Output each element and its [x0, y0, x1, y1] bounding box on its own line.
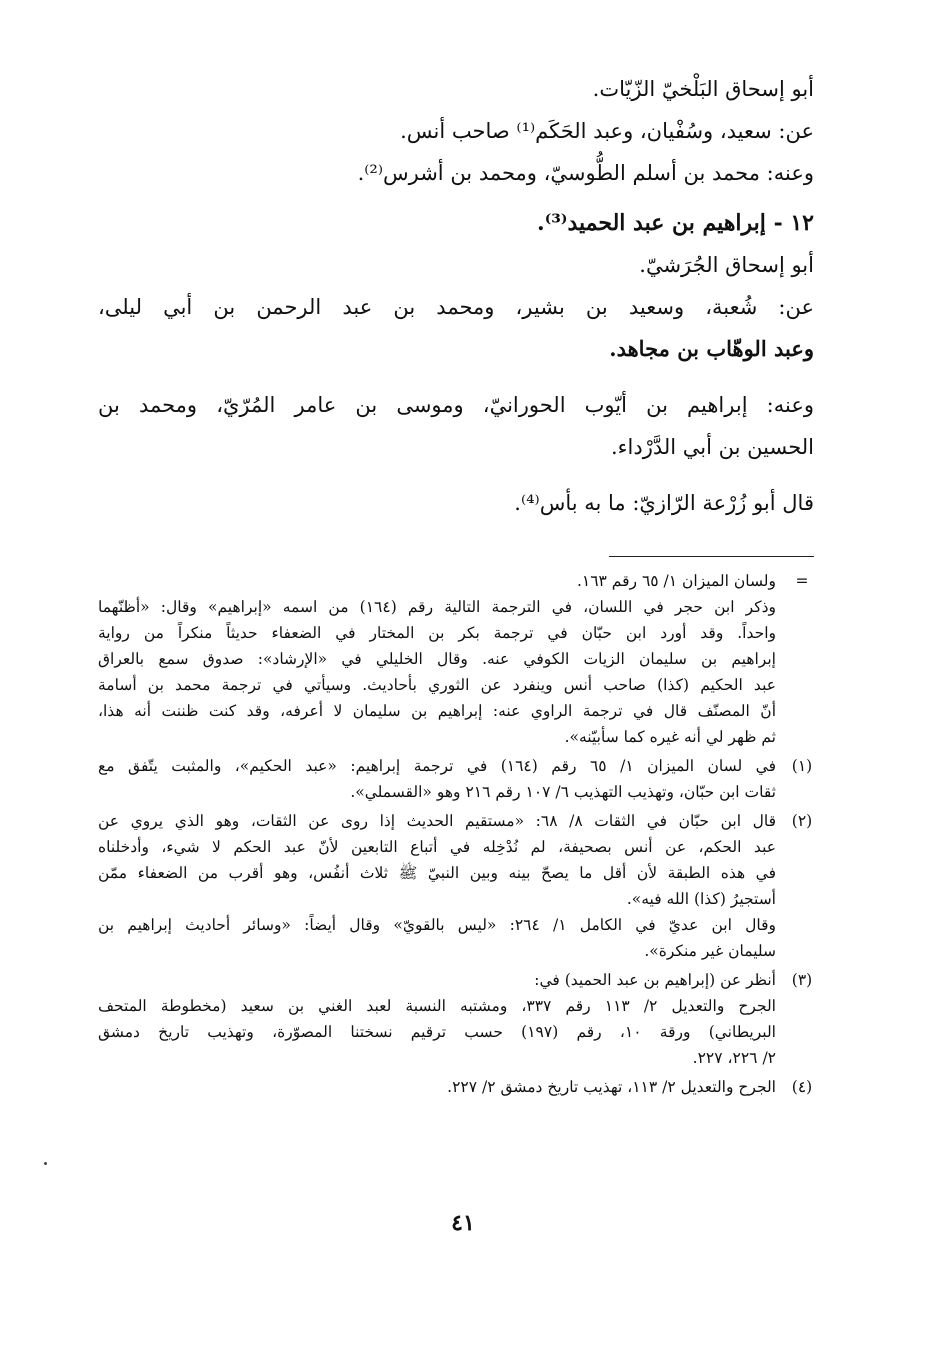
footnote-line: وقال ابن عديّ في الكامل ١/ ٢٦٤: «ليس بالقويّ» وقال أيضاً: «وسائر أحاديث إبراهيم بن — [98, 916, 776, 934]
footnote-line: الجرح والتعديل ٢/ ١١٣، تهذيب تاريخ دمشق ٢/ ٢٢٧. — [447, 1078, 776, 1096]
footnote-line: البريطاني) ورقة ١٠، رقم (١٩٧) حسب ترقيم نسختنا المصوّرة، وتهذيب تاريخ دمشق — [98, 1023, 776, 1041]
footnote-continued — [98, 568, 814, 750]
footnote-marker: (١) — [791, 757, 813, 775]
footnote-line: أنّ المصنّف قال في ترجمة الراوي عنه: إبراهيم بن سليمان لا أعرفه، وقد كنت ظننت أنه هذا، — [98, 702, 776, 720]
footnote-4 — [98, 1074, 814, 1100]
narrators-line: وعنه: محمد بن أسلم الطُّوسيّ، ومحمد بن أشرس⁽²⁾. — [357, 161, 814, 185]
footnote-marker: (٢) — [791, 812, 813, 830]
footnote-marker: = — [795, 572, 809, 590]
footnote-line: سليمان غير منكرة». — [644, 942, 776, 960]
footnote-line: أنظر عن (إبراهيم بن عبد الحميد) في: — [534, 971, 776, 989]
main-text — [98, 68, 814, 524]
footnote-1 — [98, 753, 814, 805]
kunya-line: أبو إسحاق البَلْخيّ الزّيّات. — [592, 77, 814, 101]
narrators-line-2-cont: الحسين بن أبي الدَّرْداء. — [610, 435, 814, 459]
footnote-line: الجرح والتعديل ٢/ ١١٣ رقم ٣٣٧، ومشتبه النسبة لعبد الغني بن سعيد (مخطوطة المتحف — [98, 997, 776, 1015]
footnote-line: واحداً. وقد أورد ابن حبّان في ترجمة بكر بن المختار في الضعفاء حديثاً منكراً من رواية — [98, 624, 776, 642]
kunya-line-2: أبو إسحاق الجُرَشيّ. — [639, 253, 814, 277]
footnote-marker: (٤) — [791, 1078, 813, 1096]
narrators-line-2: وعنه: إبراهيم بن أيّوب الحورانيّ، وموسى بن عامر المُرّيّ، ومحمد بن — [98, 393, 814, 417]
footnote-line: إبراهيم بن سليمان الزيات الكوفي عنه. وقال الخليلي في «الإرشاد»: صدوق سمع بالعراق — [98, 650, 776, 668]
narrated-from-line: عن: سعيد، وسُفْيان، وعبد الحَكَم⁽¹⁾ صاحب أنس. — [400, 119, 814, 143]
footnote-line: عبد الحكيم (كذا) صاحب أنس وينفرد عن الثوري بأحاديث. وسيأتي في ترجمة محمد بن أسامة — [98, 676, 776, 694]
footnote-line: ٢/ ٢٢٦، ٢٢٧. — [692, 1049, 776, 1067]
footnote-line: ولسان الميزان ١/ ٦٥ رقم ١٦٣. — [576, 572, 776, 590]
footnote-line: وذكر ابن حجر في اللسان، في الترجمة التالية رقم (١٦٤) من اسمه «إبراهيم» وقال: «أظنّهما — [98, 598, 776, 616]
page-number: ٤١ — [451, 1210, 475, 1236]
footnote-line: أستجيرُ (كذا) الله فيه». — [626, 890, 776, 908]
narrated-from-line-2: عن: شُعبة، وسعيد بن بشير، ومحمد بن عبد الرحمن بن أبي ليلى، — [98, 295, 814, 319]
footnote-marker: (٣) — [791, 971, 813, 989]
footnote-3 — [98, 967, 814, 1071]
entry-heading: ١٢ - إبراهيم بن عبد الحميد⁽³⁾. — [537, 210, 814, 236]
footnote-line: في هذه الطبقة لأن أقل ما يصحّ بينه وبين النبيّ ﷺ ثلاث أنفُس، وهو أقرب من الضعفاء ممّن — [98, 864, 777, 882]
footnote-line: في لسان الميزان ١/ ٦٥ رقم (١٦٤) في ترجمة إبراهيم: «عبد الحكيم»، والمثبت يتّفق مع — [98, 757, 776, 775]
footnote-line: عبد الحكم، عن أنس بصحيفة، لم نُدْخِله في أتباع التابعين لأنّ عبد الحكم لا شيء، وأدخلناه — [98, 838, 776, 856]
footnote-line: ثقات ابن حبّان، وتهذيب التهذيب ٦/ ١٠٧ رقم ٢١٦ وهو «القسملي». — [350, 783, 776, 801]
footnote-divider — [609, 556, 814, 557]
footnote-2 — [98, 808, 814, 964]
footnotes — [98, 568, 814, 1103]
footnote-line: ثم ظهر لي أنه غيره كما سأبيّنه». — [564, 728, 776, 746]
narrated-from-line-2-cont: وعبد الوهّاب بن مجاهد. — [609, 336, 814, 361]
footnote-line: قال ابن حبّان في الثقات ٨/ ٦٨: «مستقيم الحديث إذا روى عن الثقات، وهو الذي يروي عن — [98, 812, 776, 830]
grading-line: قال أبو زُرْعة الرّازيّ: ما به بأس⁽⁴⁾. — [514, 491, 814, 515]
scan-speck — [44, 1162, 47, 1165]
